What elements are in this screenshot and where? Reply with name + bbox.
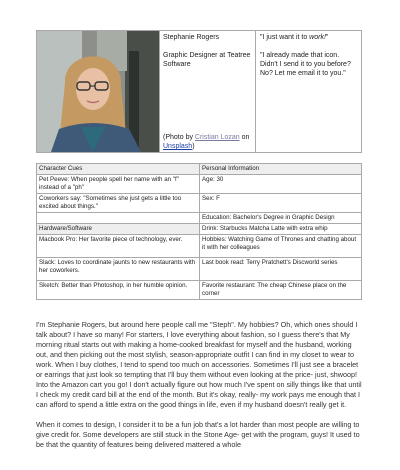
cue-coworkers: Coworkers say: "Sometimes she just gets a little too excited about things." xyxy=(37,194,200,213)
info-drink: Drink: Starbucks Matcha Latte with extra whip xyxy=(200,224,362,235)
quote-1: "I just want it to work!" xyxy=(260,34,329,41)
cue-empty xyxy=(37,213,200,224)
header-character-cues: Character Cues xyxy=(37,164,200,175)
paragraph-2: When it comes to design, I consider it to be a fun job that's a lot harder than most people are willing to give credit for. Some developers are still stuck in the Stone Age- get with the program, guys! It used to be that the quantity of features being delivered mattered a whole xyxy=(36,420,360,449)
hw-sketch: Sketch: Better than Photoshop, in her humble opinion. xyxy=(37,281,200,300)
credit-site-link[interactable]: Unsplash xyxy=(163,143,193,150)
persona-role: Graphic Designer at Teatree Software xyxy=(163,52,251,68)
quote-2: "I already made that icon. Didn't I send it to you before? No? Let me email it to you." xyxy=(260,52,351,77)
info-sex: Sex: F xyxy=(200,194,362,213)
credit-mid: on xyxy=(239,134,250,141)
info-last-book: Last book read: Terry Pratchett's Discworld series xyxy=(200,258,362,281)
info-age: Age: 30 xyxy=(200,175,362,194)
persona-name-cell xyxy=(160,31,256,152)
credit-prefix: (Photo by xyxy=(163,134,195,141)
persona-narrative xyxy=(36,320,364,460)
paragraph-1: I'm Stephanie Rogers, but around here people call me "Steph". My hobbies? Oh, which ones should I talk about? I have so many! For starters, I love everything about fashion, so I guess there's that My morning ritual starts out with making a home-cooked breakfast for myself and the husband, working out, and then picking out the most stylish, season-appropriate outfit I can find in my closet to wear to work. When I buy clothes, I tend to spend too much on accessories. Sometimes I'll just see a bracelet or earrings that just look so tempting that I'll buy them without even looking at the price- just, shwoop! Into the Amazon cart you go! I don't actually figure out how much I've spent on silly things like that until I check my credit card bill at the end of the month. But it's okay, really- my work pays me enough that I can afford to spend a little extra on the good things in life, even if my husband doesn't really get it. xyxy=(36,320,362,409)
info-education: Education: Bachelor's Degree in Graphic Design xyxy=(200,213,362,224)
persona-name: Stephanie Rogers xyxy=(163,34,220,41)
credit-suffix: ) xyxy=(192,143,195,150)
header-hardware-software: Hardware/Software xyxy=(37,224,200,235)
photo-credit xyxy=(163,133,253,151)
credit-author-link[interactable]: Cristian Lozan xyxy=(194,134,240,141)
persona-photo xyxy=(37,31,160,152)
info-restaurant: Favorite restaurant: The cheap Chinese place on the corner xyxy=(200,281,362,300)
character-cues-table xyxy=(36,163,362,300)
cue-pet-peeve: Pet Peeve: When people spell her name with an "f" instead of a "ph" xyxy=(37,175,200,194)
info-hobbies: Hobbies: Watching Game of Thrones and chatting about it with her colleagues xyxy=(200,235,362,258)
persona-quotes-cell xyxy=(257,31,361,152)
header-personal-info: Personal Information xyxy=(200,164,362,175)
hw-slack: Slack: Loves to coordinate jaunts to new restaurants with her coworkers. xyxy=(37,258,200,281)
persona-header-table xyxy=(36,30,362,153)
hw-macbook: Macbook Pro: Her favorite piece of technology, ever. xyxy=(37,235,200,258)
